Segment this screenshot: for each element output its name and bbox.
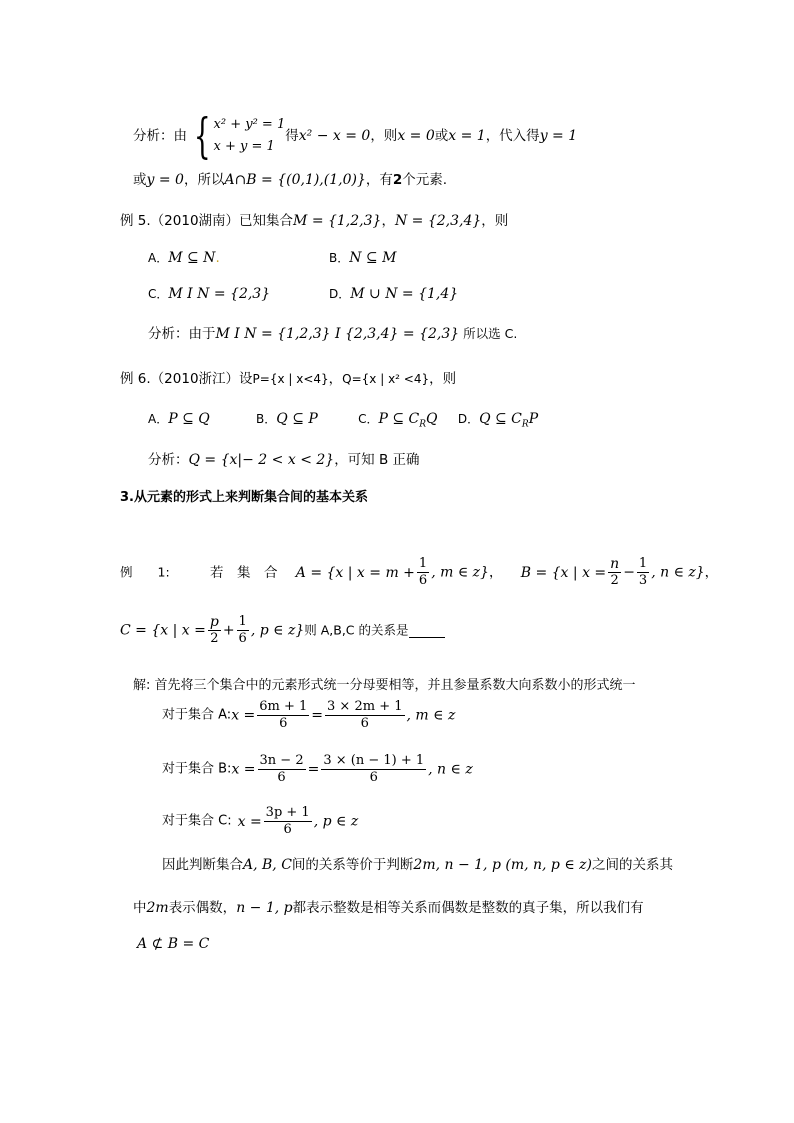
example-6-options xyxy=(148,409,538,435)
conclusion-text: 因此判断集合 xyxy=(162,857,243,873)
option-d-tail: P xyxy=(528,411,539,427)
example-1-line-2 xyxy=(120,614,445,647)
option-c-subscript: R xyxy=(419,419,427,430)
set-label: 对于集合 A: xyxy=(162,707,232,723)
system-brace: { xyxy=(193,108,211,164)
fraction xyxy=(321,753,426,786)
fraction xyxy=(325,699,404,732)
equation-lhs: x = xyxy=(231,707,256,724)
if-sets-text: 若 集 合 xyxy=(209,564,278,581)
option-label: D． xyxy=(329,287,351,301)
example-5-option-d xyxy=(329,284,458,304)
equation-tail: , n ∈ z xyxy=(428,761,473,778)
fraction-numerator: 1 xyxy=(638,556,648,571)
analysis-text: 分析：由于 xyxy=(148,326,216,342)
fraction xyxy=(257,699,309,732)
fraction-numerator: 3n − 2 xyxy=(259,753,304,768)
option-label: B． xyxy=(329,251,350,265)
conclusion-text: 表示偶数， xyxy=(168,900,237,916)
equation-lhs: x = xyxy=(237,813,262,830)
fraction-denominator: 6 xyxy=(238,631,247,646)
example-label: 例 6.（2010浙江）设 xyxy=(120,371,253,387)
conclusion-line-1 xyxy=(162,855,673,875)
analysis-line-2 xyxy=(133,170,447,190)
analysis-text: ，所以 xyxy=(183,172,225,188)
fraction-denominator: 6 xyxy=(369,770,378,785)
analysis-text: ，有 xyxy=(365,172,393,188)
answer-blank xyxy=(409,623,445,638)
conclusion-text: 间的关系等价于判断 xyxy=(291,857,414,873)
option-label: B． xyxy=(256,412,277,426)
fraction-numerator: 1 xyxy=(238,614,247,629)
operator: + xyxy=(222,622,235,639)
analysis-text: 得 xyxy=(285,128,299,144)
example-5-option-b xyxy=(329,248,396,268)
fraction-denominator: 6 xyxy=(283,822,292,837)
analysis-text: ，可知 B 正确 xyxy=(334,452,420,468)
operator: = xyxy=(307,761,320,778)
example-6-question xyxy=(120,369,456,389)
example-5-analysis xyxy=(148,324,517,344)
fraction xyxy=(237,614,249,647)
fraction-denominator: 3 xyxy=(638,573,648,588)
example-1-line-1 xyxy=(120,556,718,589)
analysis-text: 个元素. xyxy=(402,172,448,188)
system-eq-2: x + y = 1 xyxy=(213,139,275,154)
set-n: N = {2,3,4} xyxy=(394,213,482,229)
set-c-tail: , p ∈ z} xyxy=(250,622,305,639)
example-label: 例 1: xyxy=(120,564,170,580)
fraction-denominator: 6 xyxy=(418,573,428,588)
fraction-numerator: p xyxy=(209,614,219,630)
solution-set-c xyxy=(162,805,358,838)
set-label: 对于集合 B: xyxy=(162,761,232,777)
fraction-numerator: 6m + 1 xyxy=(259,699,308,714)
fraction-numerator: 3 × 2m + 1 xyxy=(327,699,403,714)
fraction-numerator: 1 xyxy=(418,556,428,571)
relation-expression: 2m, n − 1, p (m, n, p ∈ z) xyxy=(413,857,592,873)
equation-system xyxy=(214,114,286,158)
option-label: D． xyxy=(457,412,480,426)
analysis-line-1 xyxy=(133,108,578,164)
fraction xyxy=(417,556,429,589)
option-c-tail: Q xyxy=(426,411,438,427)
option-a-text: P ⊆ Q xyxy=(168,411,210,427)
equation-lhs: x = xyxy=(231,761,256,778)
option-b-text: Q ⊆ P xyxy=(276,411,318,427)
fraction-denominator: 6 xyxy=(360,716,369,731)
question-text: 则 A,B,C 的关系是 xyxy=(304,622,409,638)
example-5-question xyxy=(120,211,508,231)
set-q: Q={x | x² <4} xyxy=(342,372,430,386)
option-a-text: M ⊆ N xyxy=(168,250,216,266)
set-label: 对于集合 C: xyxy=(162,813,232,829)
analysis-text: ，则 xyxy=(370,128,398,144)
option-c-text: P ⊆ C xyxy=(378,411,420,427)
analysis-prefix: 分析：由 xyxy=(133,128,187,144)
even-expression: 2m xyxy=(146,900,169,916)
equation: x = 0 xyxy=(397,128,435,144)
intersection-result: A∩B = {(0,1),(1,0)} xyxy=(224,172,366,188)
set-a-lhs: A = {x | x = m + xyxy=(295,564,415,581)
solution-set-b xyxy=(162,753,473,786)
analysis-text: 分析： xyxy=(148,452,189,468)
fraction-numerator: n xyxy=(610,556,620,572)
equation: y = 1 xyxy=(539,128,578,144)
solution-set-a xyxy=(162,699,455,732)
option-label: C． xyxy=(148,287,169,301)
question-tail: ，则 xyxy=(429,371,457,387)
equation-tail: , p ∈ z xyxy=(313,813,359,830)
set-b-lhs: B = {x | x = xyxy=(520,564,607,581)
fraction xyxy=(258,753,306,786)
set-b-tail: , n ∈ z} xyxy=(651,564,705,581)
fraction-denominator: 6 xyxy=(279,716,288,731)
analysis-text: ，代入得 xyxy=(485,128,540,144)
set-c-lhs: C = {x | x = xyxy=(120,622,206,639)
operator: − xyxy=(623,564,635,581)
option-d-subscript: R xyxy=(521,419,529,430)
system-eq-1: x² + y² = 1 xyxy=(213,117,286,132)
option-d-text: M ∪ N = {1,4} xyxy=(350,286,459,302)
element-count: 2 xyxy=(392,172,403,188)
final-relation: A ⊄ B = C xyxy=(137,936,210,952)
fraction-denominator: 2 xyxy=(210,631,219,646)
conclusion-line-2 xyxy=(133,898,644,918)
separator: ， xyxy=(704,564,719,581)
equation: x² − x = 0 xyxy=(298,128,371,144)
fraction xyxy=(208,614,221,647)
fraction xyxy=(637,556,649,589)
sets-expression: A, B, C xyxy=(243,857,292,873)
option-label: A． xyxy=(148,251,169,265)
separator: ， xyxy=(381,213,395,229)
question-tail: ，则 xyxy=(481,213,509,229)
option-label: C． xyxy=(358,412,379,426)
set-p: P={x | x<4} xyxy=(252,372,329,386)
analysis-equation: Q = {x|− 2 < x < 2} xyxy=(188,452,335,468)
example-label: 例 5.（2010湖南）已知集合 xyxy=(120,213,294,229)
stray-dot: . xyxy=(215,250,220,266)
analysis-equation: M I N = {1,2,3} I {2,3,4} = {2,3} xyxy=(215,326,460,342)
integer-expression: n − 1, p xyxy=(236,900,293,916)
fraction xyxy=(608,556,621,589)
fraction-numerator: 3p + 1 xyxy=(265,805,310,820)
option-c-text: M I N = {2,3} xyxy=(168,286,271,302)
example-5-option-a xyxy=(148,248,220,268)
set-a-tail: , m ∈ z} xyxy=(431,564,489,581)
conclusion-text: 中 xyxy=(133,900,147,916)
equation-tail: , m ∈ z xyxy=(406,707,456,724)
solution-intro: 解: 首先将三个集合中的元素形式统一分母要相等，并且参量系数大向系数小的形式统一 xyxy=(133,678,636,693)
equation: x = 1 xyxy=(448,128,486,144)
conclusion-text: 之间的关系其 xyxy=(592,857,673,873)
fraction-denominator: 6 xyxy=(277,770,286,785)
operator: = xyxy=(311,707,324,724)
analysis-text: 所以选 C. xyxy=(463,326,518,341)
analysis-text: 或 xyxy=(434,128,449,144)
option-b-text: N ⊆ M xyxy=(349,250,397,266)
example-6-analysis xyxy=(148,450,420,470)
separator: ， xyxy=(488,564,503,581)
conclusion-text: 都表示整数是相等关系而偶数是整数的真子集，所以我们有 xyxy=(292,900,644,916)
analysis-text: 或 xyxy=(133,172,147,188)
fraction-denominator: 2 xyxy=(610,573,619,588)
equation: y = 0 xyxy=(146,172,184,188)
option-label: A． xyxy=(148,412,169,426)
fraction xyxy=(264,805,312,838)
separator: ， xyxy=(328,371,343,387)
example-5-option-c xyxy=(148,284,270,304)
set-m: M = {1,2,3} xyxy=(293,213,382,229)
fraction-numerator: 3 × (n − 1) + 1 xyxy=(323,753,425,768)
section-3-heading: 3.从元素的形式上来判断集合间的基本关系 xyxy=(120,490,368,505)
option-d-text: Q ⊆ C xyxy=(479,411,522,427)
